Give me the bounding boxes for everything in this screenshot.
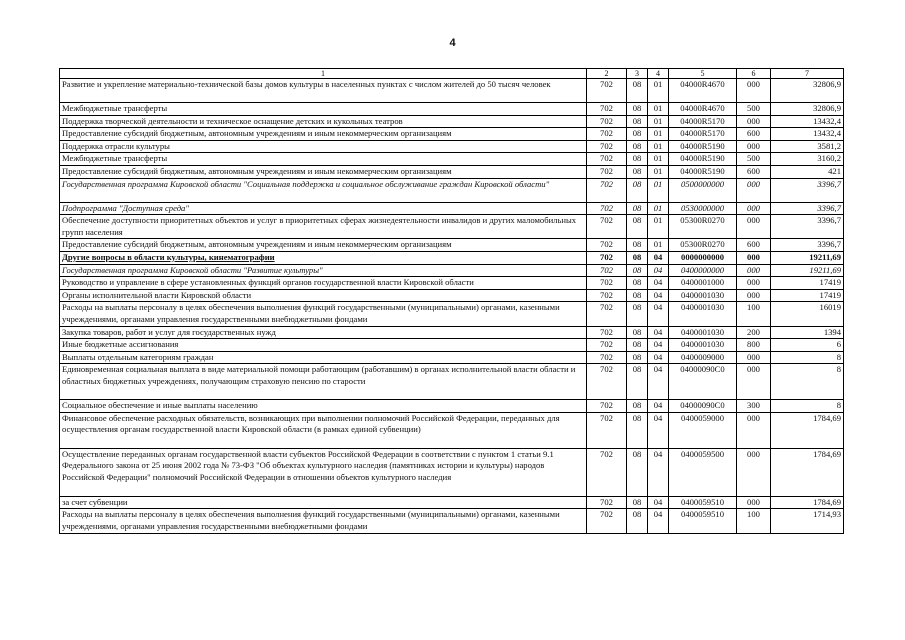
- ministry-code: 702: [587, 202, 627, 215]
- section-code: 08: [627, 239, 648, 252]
- item-name: Органы исполнительной власти Кировской области: [60, 289, 587, 302]
- expense-type-code: 000: [737, 277, 771, 290]
- section-code: 08: [627, 165, 648, 178]
- column-header: 6: [737, 69, 771, 79]
- target-article-code: 0400001030: [669, 339, 737, 352]
- section-code: 08: [627, 496, 648, 509]
- ministry-code: 702: [587, 448, 627, 496]
- target-article-code: 05300R0270: [669, 215, 737, 239]
- target-article-code: 0400001000: [669, 277, 737, 290]
- subsection-code: 01: [648, 239, 669, 252]
- section-code: 08: [627, 326, 648, 339]
- ministry-code: 702: [587, 496, 627, 509]
- table-row: [60, 79, 844, 103]
- section-code: 08: [627, 115, 648, 128]
- target-article-code: 0400001030: [669, 326, 737, 339]
- amount: 17419: [771, 277, 844, 290]
- expense-type-code: 600: [737, 128, 771, 141]
- amount: 1784,69: [771, 412, 844, 448]
- table-row: [60, 339, 844, 352]
- item-name: Государственная программа Кировской области "Развитие культуры": [60, 264, 587, 277]
- section-code: 08: [627, 215, 648, 239]
- target-article-code: 04000R5190: [669, 153, 737, 166]
- expense-type-code: 000: [737, 79, 771, 103]
- expense-type-code: 000: [737, 289, 771, 302]
- amount: 1784,69: [771, 448, 844, 496]
- table-row: [60, 103, 844, 116]
- section-code: 08: [627, 509, 648, 533]
- subsection-code: 01: [648, 103, 669, 116]
- column-header: 7: [771, 69, 844, 79]
- subsection-code: 01: [648, 178, 669, 202]
- table-row: [60, 115, 844, 128]
- expense-type-code: 100: [737, 302, 771, 326]
- table-row: [60, 289, 844, 302]
- section-code: 08: [627, 128, 648, 141]
- ministry-code: 702: [587, 509, 627, 533]
- expense-type-code: 000: [737, 251, 771, 264]
- table-row: [60, 509, 844, 533]
- expense-type-code: 000: [737, 202, 771, 215]
- amount: 1714,93: [771, 509, 844, 533]
- expense-type-code: 500: [737, 153, 771, 166]
- expense-type-code: 000: [737, 178, 771, 202]
- ministry-code: 702: [587, 239, 627, 252]
- expense-type-code: 100: [737, 509, 771, 533]
- amount: 1394: [771, 326, 844, 339]
- ministry-code: 702: [587, 165, 627, 178]
- table-row: [60, 496, 844, 509]
- section-code: 08: [627, 400, 648, 413]
- expense-type-code: 300: [737, 400, 771, 413]
- section-code: 08: [627, 140, 648, 153]
- item-name: Социальное обеспечение и иные выплаты населению: [60, 400, 587, 413]
- table-row: [60, 351, 844, 364]
- subsection-code: 01: [648, 202, 669, 215]
- section-code: 08: [627, 79, 648, 103]
- subsection-code: 04: [648, 339, 669, 352]
- ministry-code: 702: [587, 251, 627, 264]
- section-code: 08: [627, 103, 648, 116]
- ministry-code: 702: [587, 140, 627, 153]
- table-row: [60, 364, 844, 400]
- section-code: 08: [627, 277, 648, 290]
- expense-type-code: 000: [737, 264, 771, 277]
- subsection-code: 04: [648, 412, 669, 448]
- target-article-code: 0400001030: [669, 302, 737, 326]
- item-name: Закупка товаров, работ и услуг для государственных нужд: [60, 326, 587, 339]
- expense-type-code: 000: [737, 496, 771, 509]
- item-name: Другие вопросы в области культуры, кинематографии: [60, 251, 587, 264]
- column-header: 5: [669, 69, 737, 79]
- target-article-code: 0400001030: [669, 289, 737, 302]
- amount: 3396,7: [771, 202, 844, 215]
- subsection-code: 04: [648, 364, 669, 400]
- section-code: 08: [627, 289, 648, 302]
- amount: 19211,69: [771, 251, 844, 264]
- amount: 8: [771, 364, 844, 400]
- table-row: [60, 264, 844, 277]
- table-row: [60, 400, 844, 413]
- subsection-code: 01: [648, 165, 669, 178]
- target-article-code: 0400059510: [669, 496, 737, 509]
- target-article-code: 0000000000: [669, 251, 737, 264]
- section-code: 08: [627, 412, 648, 448]
- item-name: Обеспечение доступности приоритетных объектов и услуг в приоритетных сферах жизнедеятельности инвалидов и других маломобильных групп населения: [60, 215, 587, 239]
- expense-type-code: 000: [737, 215, 771, 239]
- subsection-code: 01: [648, 215, 669, 239]
- expense-type-code: 000: [737, 351, 771, 364]
- section-code: 08: [627, 364, 648, 400]
- table-row: [60, 202, 844, 215]
- table-row: [60, 165, 844, 178]
- table-row: [60, 153, 844, 166]
- expense-type-code: 500: [737, 103, 771, 116]
- expense-type-code: 000: [737, 448, 771, 496]
- amount: 3396,7: [771, 239, 844, 252]
- ministry-code: 702: [587, 364, 627, 400]
- ministry-code: 702: [587, 339, 627, 352]
- ministry-code: 702: [587, 351, 627, 364]
- ministry-code: 702: [587, 103, 627, 116]
- ministry-code: 702: [587, 400, 627, 413]
- subsection-code: 04: [648, 496, 669, 509]
- table-row: [60, 128, 844, 141]
- target-article-code: 0500000000: [669, 178, 737, 202]
- subsection-code: 04: [648, 509, 669, 533]
- subsection-code: 04: [648, 448, 669, 496]
- item-name: Финансовое обеспечение расходных обязательств, возникающих при выполнении полномочий Российской Федерации, переданных для осуществления органам государственной власти Кировской области (в рамках единой субвенции): [60, 412, 587, 448]
- target-article-code: 04000R4670: [669, 103, 737, 116]
- subsection-code: 04: [648, 277, 669, 290]
- expense-type-code: 000: [737, 364, 771, 400]
- subsection-code: 01: [648, 140, 669, 153]
- item-name: Поддержка отрасли культуры: [60, 140, 587, 153]
- subsection-code: 01: [648, 79, 669, 103]
- item-name: Выплаты отдельным категориям граждан: [60, 351, 587, 364]
- expense-type-code: 000: [737, 115, 771, 128]
- target-article-code: 0400059510: [669, 509, 737, 533]
- section-code: 08: [627, 264, 648, 277]
- amount: 8: [771, 351, 844, 364]
- item-name: Подпрограмма "Доступная среда": [60, 202, 587, 215]
- item-name: Межбюджетные трансферты: [60, 103, 587, 116]
- item-name: Поддержка творческой деятельности и техническое оснащение детских и кукольных театров: [60, 115, 587, 128]
- ministry-code: 702: [587, 289, 627, 302]
- table-row: [60, 251, 844, 264]
- target-article-code: 04000R5190: [669, 165, 737, 178]
- subsection-code: 01: [648, 128, 669, 141]
- target-article-code: 04000R5170: [669, 115, 737, 128]
- section-code: 08: [627, 251, 648, 264]
- ministry-code: 702: [587, 153, 627, 166]
- column-header: 3: [627, 69, 648, 79]
- amount: 13432,4: [771, 128, 844, 141]
- table-row: [60, 326, 844, 339]
- item-name: Расходы на выплаты персоналу в целях обеспечения выполнения функций государственными (муниципальными) органами, казенными учреждениями, органами управления государственными внебюджетными фондами: [60, 509, 587, 533]
- subsection-code: 04: [648, 302, 669, 326]
- ministry-code: 702: [587, 178, 627, 202]
- subsection-code: 04: [648, 264, 669, 277]
- amount: 32806,9: [771, 103, 844, 116]
- amount: 19211,69: [771, 264, 844, 277]
- item-name: Межбюджетные трансферты: [60, 153, 587, 166]
- target-article-code: 0400000000: [669, 264, 737, 277]
- amount: 1784,69: [771, 496, 844, 509]
- expense-type-code: 000: [737, 412, 771, 448]
- expense-type-code: 600: [737, 165, 771, 178]
- item-name: за счет субвенции: [60, 496, 587, 509]
- ministry-code: 702: [587, 264, 627, 277]
- column-number-row: [60, 69, 844, 79]
- subsection-code: 04: [648, 351, 669, 364]
- table-row: [60, 412, 844, 448]
- ministry-code: 702: [587, 412, 627, 448]
- ministry-code: 702: [587, 128, 627, 141]
- column-header: 2: [587, 69, 627, 79]
- ministry-code: 702: [587, 215, 627, 239]
- item-name: Руководство и управление в сфере установленных функций органов государственной власти Кировской области: [60, 277, 587, 290]
- target-article-code: 0400059000: [669, 412, 737, 448]
- target-article-code: 0530000000: [669, 202, 737, 215]
- target-article-code: 04000090С0: [669, 364, 737, 400]
- item-name: Государственная программа Кировской области "Социальная поддержка и социальное обслуживание граждан Кировской области": [60, 178, 587, 202]
- table-row: [60, 277, 844, 290]
- item-name: Предоставление субсидий бюджетным, автономным учреждениям и иным некоммерческим организациям: [60, 239, 587, 252]
- subsection-code: 04: [648, 251, 669, 264]
- subsection-code: 04: [648, 326, 669, 339]
- column-header: 4: [648, 69, 669, 79]
- table-row: [60, 178, 844, 202]
- amount: 3160,2: [771, 153, 844, 166]
- amount: 6: [771, 339, 844, 352]
- subsection-code: 01: [648, 115, 669, 128]
- amount: 8: [771, 400, 844, 413]
- expense-type-code: 000: [737, 140, 771, 153]
- item-name: Предоставление субсидий бюджетным, автономным учреждениям и иным некоммерческим организациям: [60, 128, 587, 141]
- target-article-code: 04000R5170: [669, 128, 737, 141]
- section-code: 08: [627, 448, 648, 496]
- target-article-code: 0400009000: [669, 351, 737, 364]
- item-name: Осуществление переданных органам государственной власти субъектов Российской Федерации в соответствии с пунктом 1 статьи 9.1 Федерального закона от 25 июня 2002 года № 73-ФЗ "Об объектах культурного наследия (памятниках истории и культуры) народов Российской Федерации" полномочий Российской Федерации в отношении объектов культурного наследия: [60, 448, 587, 496]
- column-header: 1: [60, 69, 587, 79]
- section-code: 08: [627, 202, 648, 215]
- table-row: [60, 215, 844, 239]
- target-article-code: 05300R0270: [669, 239, 737, 252]
- amount: 3396,7: [771, 178, 844, 202]
- expense-type-code: 600: [737, 239, 771, 252]
- subsection-code: 04: [648, 400, 669, 413]
- expense-type-code: 200: [737, 326, 771, 339]
- target-article-code: 04000R4670: [669, 79, 737, 103]
- target-article-code: 0400059500: [669, 448, 737, 496]
- item-name: Единовременная социальная выплата в виде материальной помощи работающим (работавшим) в органах исполнительной власти области и областных бюджетных учреждениях, получающим страховую пенсию по старости: [60, 364, 587, 400]
- budget-table: [59, 68, 844, 534]
- ministry-code: 702: [587, 115, 627, 128]
- section-code: 08: [627, 302, 648, 326]
- subsection-code: 04: [648, 289, 669, 302]
- section-code: 08: [627, 153, 648, 166]
- amount: 32806,9: [771, 79, 844, 103]
- page-number: 4: [449, 37, 456, 49]
- table-row: [60, 140, 844, 153]
- section-code: 08: [627, 339, 648, 352]
- amount: 13432,4: [771, 115, 844, 128]
- amount: 421: [771, 165, 844, 178]
- table-row: [60, 448, 844, 496]
- target-article-code: 04000090С0: [669, 400, 737, 413]
- ministry-code: 702: [587, 302, 627, 326]
- table-row: [60, 302, 844, 326]
- item-name: Предоставление субсидий бюджетным, автономным учреждениям и иным некоммерческим организациям: [60, 165, 587, 178]
- section-code: 08: [627, 351, 648, 364]
- ministry-code: 702: [587, 277, 627, 290]
- item-name: Иные бюджетные ассигнования: [60, 339, 587, 352]
- ministry-code: 702: [587, 79, 627, 103]
- amount: 17419: [771, 289, 844, 302]
- target-article-code: 04000R5190: [669, 140, 737, 153]
- expense-type-code: 800: [737, 339, 771, 352]
- section-code: 08: [627, 178, 648, 202]
- item-name: Развитие и укрепление материально-технической базы домов культуры в населенных пунктах с числом жителей до 50 тысяч человек: [60, 79, 587, 103]
- amount: 16019: [771, 302, 844, 326]
- ministry-code: 702: [587, 326, 627, 339]
- table-row: [60, 239, 844, 252]
- amount: 3396,7: [771, 215, 844, 239]
- subsection-code: 01: [648, 153, 669, 166]
- item-name: Расходы на выплаты персоналу в целях обеспечения выполнения функций государственными (муниципальными) органами, казенными учреждениями, органами управления государственными внебюджетными фондами: [60, 302, 587, 326]
- amount: 3581,2: [771, 140, 844, 153]
